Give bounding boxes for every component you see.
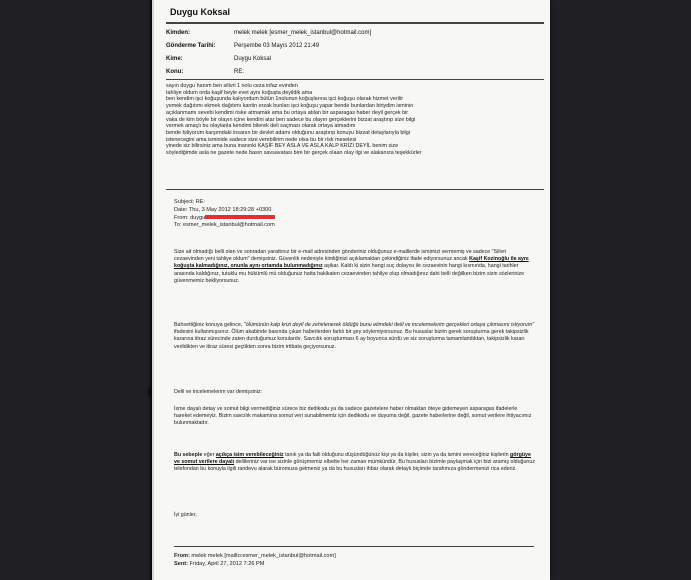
paragraph-1: Size ait olmadığı belli olan ve sonradan yarattınız bir e-mail adresinden gönderiniz olduğunuz e-maillerde ismimizi vermemiş ve sadece "Silivri cezaevinden yeni tahliye oldum" demişsiniz. Güvenlik nedeniyle kimliğinizi açıklamaktan çekindiğiniz ifade ediyorsunuz ancak Kaşif Kozinoğlu ile aynı koğuşta kalmadığınız, onunla aynı ortamda bulunmadığınız aşikar. Kaldı ki sizin hangi suç dolayısı ile cezaevinin hangi kısmında, hangi tarihler arasında kaldığınız, tutuklu mu hükümlü mü olduğunuz hatta hakikaten cezaevinden tahliye olup olmadığınız dahi belli değilken bizim sizin sözlerinize güvenmemiz bekliyorsunuz.: [174, 249, 529, 284]
email-body: [166, 83, 422, 157]
header-value: Perşembe 03 Mayıs 2012 21:49: [234, 43, 320, 49]
quoted-from: From: duygu: [174, 215, 275, 223]
redaction-mark: [205, 215, 275, 219]
body-line: vaka de kim böyle bir olayın içine kendini atar ben sadece bu olayın gerçeklerini bizzat araştırıp size bilgi: [166, 116, 416, 123]
printed-email-page: [152, 0, 550, 580]
body-line: bende biliyorum karşımdaki insanın bir devlet adamı olduğunu araştırıp konuyu bizzat detaylarıyla bilgi: [166, 129, 410, 136]
forwarded-headers: [174, 552, 336, 568]
quoted-subject: Subject: RE:: [174, 199, 206, 205]
divider: [166, 189, 544, 190]
body-line: istenecegini ama isminide sadece size verebilirim nede olsa bu bir risk meselesi: [166, 136, 357, 143]
body-line: sayın duygu hanım ben silivri 1 nolu ceza infaz evinden: [166, 83, 298, 89]
closing: İyi günler,: [174, 512, 197, 518]
paragraph-4: İsme dayalı detay ve somut bilgi vermediğiniz sürece biz dedikodu ya da sadece gazetelere haber olmaktan öteye gidemeyen asparagas ifadelerle hareket edemeyiz. Bizim savcılık makamına somut veri sunabilmemiz için dedikodu ve duyuma değil, gazete haberlerine değil, somut verilere ihtiyacımız bulunmaktadır.: [174, 406, 532, 427]
emphasis-underlined: açıkça isim verebileceğiniz: [215, 452, 284, 458]
divider: [166, 22, 544, 24]
paragraph-2: Bahsettiğiniz konuya gelince, "ölümünün kalp krizi deyil de zehirlenerek öldüğü bunu elimdeki delil ve incelemelerim gerçekleri ortaya çıkmasını istiyorum" ifadesini kullanmışsınız. Ölüm akabinde basında çıkan haberlerden farklı bir şey söylemiyorsunuz. Bu hususlar bizim gerek soruşturma gerek takipsizlik kararına itiraz sürecinde zaten durduğumuz konulardır. Savcılık soruşturması 6 ay boyunca sürdü ve siz soruşturma tamamlandıktan, takipsizlik kararı verildikten ve itiraz süresi geçtikten sonra bizim irtibata geçiyorsunuz.: [174, 322, 535, 350]
header-value: RE:: [234, 69, 245, 75]
divider: [166, 79, 544, 80]
quoted-to: To: esmer_melek_istanbul@hotmail.com: [174, 222, 275, 229]
divider: [174, 546, 534, 547]
header-value: melek melek [esmer_melek_istanbul@hotmail.com]: [234, 30, 372, 36]
forward-sent: Sent: Friday, April 27, 2012 7:26 PM: [174, 561, 265, 567]
quote-italic: "ölümünün kalp krizi deyil de zehirlenerek öldüğü bunu elimdeki delil ve incelemelerim gerçekleri ortaya çıkmasını istiyorum": [243, 322, 535, 328]
paragraph-5: Bu sebeple eğer açıkça isim verebileceğiniz tanık ya da faili olduğunu düşündüğünüz kişi ya da kişiler, sizin ya da ismini vereceğiniz kişilerin görgüye ve somut verilere dayalı delilleriniz var ise sizinle görüşmemiz elbette her zaman mümkündür. Bu hususları bizimle paylaşmak için bizi aramış olduğunuz telefondan bu konuyla ilgili randevu alarak büromuza gelmeniz ya da bu hususları ihbar olarak detaylı biçimde tarafımıza göndermenizi rica ederiz.: [174, 452, 535, 473]
paragraph-3: Delil ve incelemelerim var demişsiniz:: [174, 389, 263, 395]
body-line: ben kendim işci koğuşunda kalıyordum bütün 1nolunun koğuşlarına işci koğuşu olarak hizmet verilir: [166, 96, 404, 103]
header-key: Konu:: [166, 69, 184, 75]
body-line: yinede siz bilirsiniz ama buna inanınki KAŞİF BEY ASLA VE ASLA KALP KRİZİ DEYİL benim size: [166, 143, 399, 150]
emphasis-underlined: Kaşif Kozinoğlu ile aynı koğuşta kalmadığınız, onunla aynı ortamda bulunmadığınız: [174, 256, 529, 270]
quoted-date: Date: Thu, 3 May 2012 18:29:28 +0300: [174, 206, 272, 213]
quoted-headers: [174, 199, 275, 230]
header-key: Kime:: [166, 56, 183, 62]
header-value: Duygu Koksal: [234, 56, 272, 62]
sender-name: Duygu Koksal: [170, 7, 231, 17]
body-line: yemek dağıtımı ekmek dağıtımı kantin erzak bunları işci koğuşu yapar bende bunlardan biriydim isminin: [166, 103, 414, 110]
header-key: Kimden:: [166, 30, 190, 36]
forward-from: From: melek melek [mailto:esmer_melek_istanbul@hotmail.com]: [174, 553, 336, 559]
header-key: Gönderme Tarihi:: [166, 43, 216, 49]
body-line: açıklanmamı sevebi kendimi riske atmamak ama bu ortaya atılan bir asparagas haber deyil gerçek bir: [166, 109, 409, 116]
body-line: söylediğimde asla ne gazete nede basın savsavatası bire bir gerçek olaan olay ilgi ve alakanıza teşekkürler: [166, 150, 422, 157]
body-line: tahliye oldum orda kaşif beyle evet aynı koğuşta deyildik ama: [166, 89, 313, 96]
emphasis-underlined: görgüye ve somut verilere dayalı: [174, 452, 531, 466]
body-line: vermek amaçlı bu olaylanla kendimi bilerek deli saçması olarak ortaya atmadım: [166, 123, 356, 130]
page-edge: [152, 0, 154, 580]
